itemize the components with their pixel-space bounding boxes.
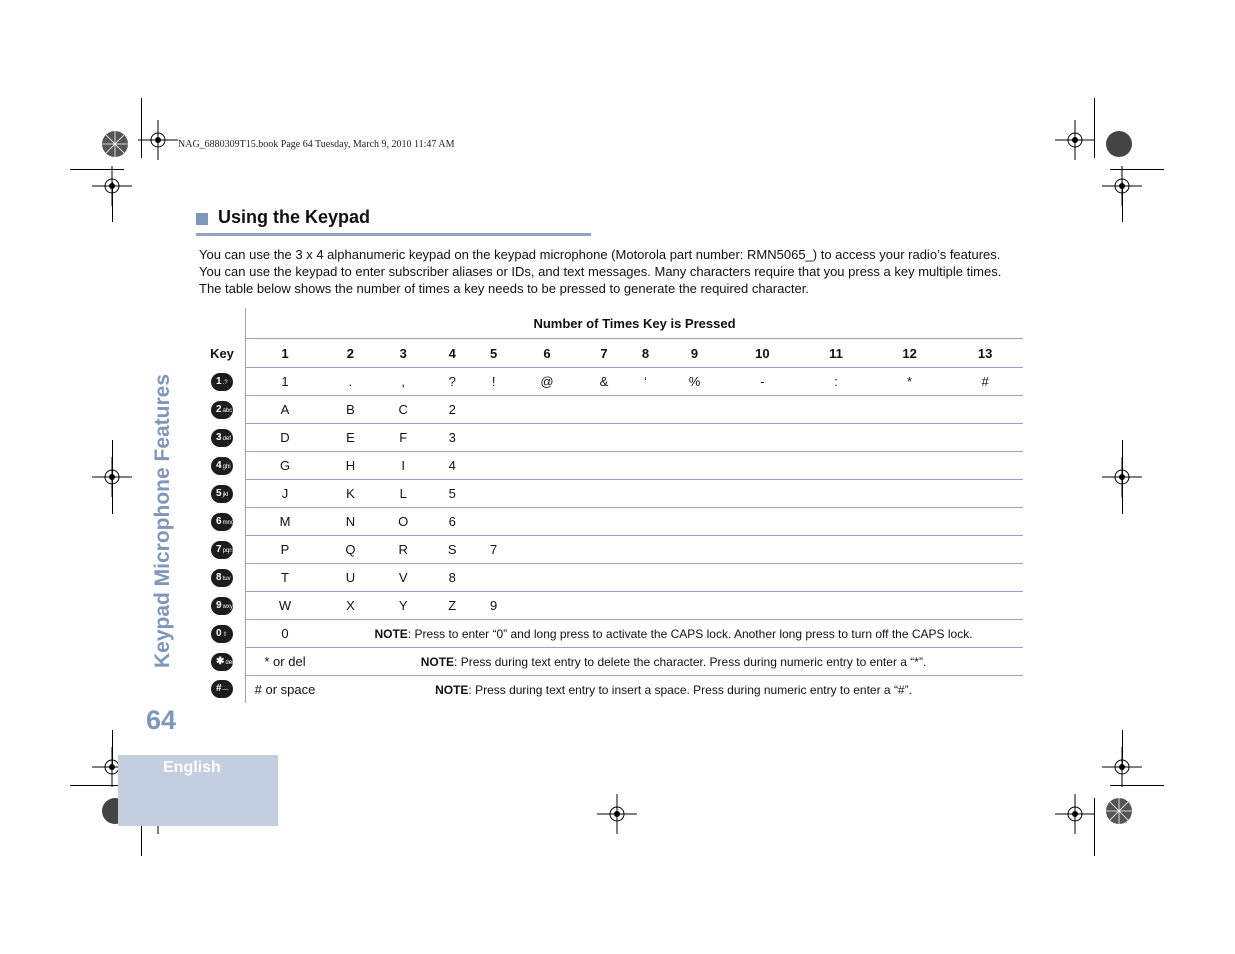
key-0-icon: [211, 625, 233, 643]
table-cell: [581, 452, 626, 480]
key-glyph: 7: [216, 543, 222, 555]
key-7-icon: [211, 541, 233, 559]
key-glyph: 3: [216, 431, 222, 443]
key-letters: ghi: [222, 463, 231, 470]
table-cell: [725, 480, 800, 508]
table-row: [199, 564, 1023, 592]
key-letters: jkl: [222, 491, 229, 498]
table-cell: [800, 452, 872, 480]
table-cell: [947, 452, 1023, 480]
table-cell: [800, 396, 872, 424]
table-body: [199, 368, 1023, 704]
table-cell: [872, 396, 947, 424]
table-cell: %: [664, 368, 724, 396]
table-row: [199, 620, 1023, 648]
table-cell: [872, 480, 947, 508]
table-cell: I: [377, 452, 430, 480]
key-cell: [199, 424, 246, 452]
key-letters: ⇧: [222, 631, 228, 638]
key-letters: def: [222, 435, 231, 442]
table-cell: V: [377, 564, 430, 592]
table-cell: Y: [377, 592, 430, 620]
table-cell: [872, 592, 947, 620]
key-cell: [199, 480, 246, 508]
table-cell: [947, 424, 1023, 452]
key-4-icon: [211, 457, 233, 475]
language-label: English: [163, 759, 221, 776]
language-tab: [118, 755, 278, 826]
note-text: : Press during text entry to delete the character. Press during numeric entry to enter a “*”.: [454, 654, 927, 669]
table-cell: [872, 452, 947, 480]
table-cell: C: [377, 396, 430, 424]
table-cell: 5: [430, 480, 475, 508]
table-cell: [513, 480, 582, 508]
key-glyph: 8: [216, 571, 222, 583]
table-cell: [475, 480, 513, 508]
table-cell: [664, 508, 724, 536]
table-cell: U: [324, 564, 377, 592]
table-row: [199, 424, 1023, 452]
table-cell: [725, 564, 800, 592]
key-header-spacer: [199, 308, 246, 339]
key-glyph: #: [216, 683, 222, 695]
table-cell: # or space: [246, 676, 325, 704]
sidebar-chapter-title: Keypad Microphone Features: [151, 373, 174, 669]
table-cell: [664, 564, 724, 592]
key-6-icon: [211, 513, 233, 531]
press-count-header: 5: [475, 339, 513, 368]
table-cell: 6: [430, 508, 475, 536]
key-1-icon: [211, 373, 233, 391]
note-text: : Press to enter “0” and long press to activate the CAPS lock. Another long press to turn off the CAPS lock.: [407, 626, 973, 641]
note-text: : Press during text entry to insert a space. Press during numeric entry to enter a “#”.: [468, 682, 912, 697]
table-cell: [800, 508, 872, 536]
table-cell: [627, 592, 665, 620]
key-star-icon: [211, 653, 233, 671]
table-cell: [513, 396, 582, 424]
table-cell: 8: [430, 564, 475, 592]
table-header-row: [199, 339, 1023, 368]
table-cell: N: [324, 508, 377, 536]
table-cell: Z: [430, 592, 475, 620]
table-cell: *: [872, 368, 947, 396]
key-letters: pqrs: [222, 547, 235, 554]
table-cell: [800, 424, 872, 452]
table-cell: [513, 592, 582, 620]
table-cell: M: [246, 508, 325, 536]
table-cell: [627, 452, 665, 480]
table-cell: [581, 564, 626, 592]
table-cell: [581, 424, 626, 452]
table-cell: [947, 396, 1023, 424]
key-letters: del: [225, 659, 234, 666]
table-cell: [475, 452, 513, 480]
key-glyph: 6: [216, 515, 222, 527]
crop-line: [1110, 785, 1164, 786]
keypad-table: [199, 308, 1023, 703]
key-cell: [199, 564, 246, 592]
key-cell: [199, 592, 246, 620]
crop-line: [1122, 730, 1123, 770]
table-cell: [664, 396, 724, 424]
table-cell: 7: [475, 536, 513, 564]
crop-line: [112, 730, 113, 770]
table-cell: [947, 592, 1023, 620]
key-cell: [199, 536, 246, 564]
table-cell: [800, 536, 872, 564]
press-count-header: 8: [627, 339, 665, 368]
table-cell: [725, 452, 800, 480]
note-cell: [324, 648, 1023, 676]
table-cell: ?: [430, 368, 475, 396]
table-cell: !: [475, 368, 513, 396]
key-9-icon: [211, 597, 236, 615]
crosshair-icon: [138, 120, 178, 160]
table-cell: [800, 592, 872, 620]
table-row: [199, 676, 1023, 704]
table-cell: [872, 536, 947, 564]
table-cell: [581, 536, 626, 564]
table-cell: [581, 592, 626, 620]
table-cell: [513, 564, 582, 592]
table-cell: S: [430, 536, 475, 564]
intro-paragraph: You can use the 3 x 4 alphanumeric keypad on the keypad microphone (Motorola part number: RMN5065_) to access your radio’s features. You can use the keypad to enter subscriber aliases or IDs, and text messages. Many characters require that you press a key multiple times. The table below shows the number of times a key needs to be pressed to generate the required character.: [199, 247, 1002, 296]
table-cell: 0: [246, 620, 325, 648]
table-cell: T: [246, 564, 325, 592]
table-cell: F: [377, 424, 430, 452]
book-header-line: NAG_6880309T15.book Page 64 Tuesday, March 9, 2010 11:47 AM: [178, 139, 455, 150]
table-cell: [800, 564, 872, 592]
table-cell: [627, 480, 665, 508]
table-cell: [627, 424, 665, 452]
key-3-icon: [211, 429, 233, 447]
table-cell: [872, 424, 947, 452]
key-letters: .?: [222, 379, 228, 386]
note-label: NOTE: [435, 682, 469, 697]
crop-line: [1122, 182, 1123, 222]
square-bullet-icon: [196, 213, 208, 225]
key-hash-icon: [211, 680, 233, 698]
table-cell: [725, 396, 800, 424]
key-cell: [199, 452, 246, 480]
table-cell: #: [947, 368, 1023, 396]
crop-line: [1122, 440, 1123, 514]
table-row: [199, 592, 1023, 620]
crop-line: [112, 440, 113, 514]
note-label: NOTE: [374, 626, 408, 641]
page-number: 64: [146, 705, 177, 735]
key-letters: tuv: [222, 575, 231, 582]
table-cell: [581, 508, 626, 536]
crosshair-icon: [1055, 794, 1095, 834]
table-row: [199, 368, 1023, 396]
table-cell: 3: [430, 424, 475, 452]
press-count-header: 3: [377, 339, 430, 368]
table-cell: X: [324, 592, 377, 620]
key-cell: [199, 620, 246, 648]
key-letters: wxyz: [222, 603, 236, 610]
key-glyph: 9: [216, 599, 222, 611]
key-5-icon: [211, 485, 233, 503]
key-glyph: 0: [216, 627, 222, 639]
note-cell: [324, 620, 1023, 648]
press-count-header: 4: [430, 339, 475, 368]
press-count-header: 13: [947, 339, 1023, 368]
table-cell: [725, 424, 800, 452]
crop-line: [1094, 798, 1095, 856]
table-cell: [947, 536, 1023, 564]
press-count-header: 7: [581, 339, 626, 368]
table-cell: [475, 508, 513, 536]
table-cell: [664, 592, 724, 620]
crosshair-icon: [1055, 120, 1095, 160]
table-cell: 2: [430, 396, 475, 424]
table-cell: [513, 508, 582, 536]
table-cell: [475, 396, 513, 424]
key-2-icon: [211, 401, 233, 419]
key-cell: [199, 648, 246, 676]
press-count-header: 11: [800, 339, 872, 368]
table-cell: [475, 564, 513, 592]
crosshair-icon: [597, 794, 637, 834]
key-column-header: Key: [210, 345, 234, 361]
table-cell: [872, 564, 947, 592]
table-cell: [513, 536, 582, 564]
table-cell: W: [246, 592, 325, 620]
key-cell: [199, 508, 246, 536]
key-glyph: 5: [216, 487, 222, 499]
table-row: [199, 536, 1023, 564]
key-glyph: 4: [216, 459, 222, 471]
table-cell: Q: [324, 536, 377, 564]
section-title: Using the Keypad: [218, 207, 371, 227]
table-cell: [664, 424, 724, 452]
table-cell: 1: [246, 368, 325, 396]
key-glyph: 2: [216, 403, 222, 415]
table-cell: &: [581, 368, 626, 396]
table-cell: H: [324, 452, 377, 480]
crop-line: [70, 785, 124, 786]
key-cell: [199, 676, 246, 704]
table-cell: * or del: [246, 648, 325, 676]
table-cell: :: [800, 368, 872, 396]
press-count-header: 10: [725, 339, 800, 368]
table-cell: [800, 480, 872, 508]
table-row: [199, 508, 1023, 536]
registration-starburst-icon: [1099, 791, 1139, 831]
table-cell: E: [324, 424, 377, 452]
press-count-header: 2: [324, 339, 377, 368]
table-cell: [627, 396, 665, 424]
press-count-span-header: Number of Times Key is Pressed: [246, 308, 1024, 339]
section-heading: [196, 206, 591, 236]
table-cell: @: [513, 368, 582, 396]
table-cell: ‘: [627, 368, 665, 396]
table-cell: ,: [377, 368, 430, 396]
table-cell: [627, 536, 665, 564]
table-cell: [475, 424, 513, 452]
table-cell: O: [377, 508, 430, 536]
crop-line: [70, 169, 124, 170]
table-cell: [725, 536, 800, 564]
table-cell: D: [246, 424, 325, 452]
crop-line: [1094, 98, 1095, 158]
table-cell: [664, 536, 724, 564]
table-cell: [664, 452, 724, 480]
table-row: [199, 648, 1023, 676]
crop-line: [141, 98, 142, 158]
crop-line: [1110, 169, 1164, 170]
table-cell: [627, 564, 665, 592]
table-cell: -: [725, 368, 800, 396]
registration-starburst-icon: [1099, 124, 1139, 164]
crop-line: [112, 182, 113, 222]
table-cell: [872, 508, 947, 536]
note-label: NOTE: [420, 654, 455, 669]
key-letters: —: [222, 687, 229, 694]
key-letters: mno: [222, 519, 235, 526]
table-row: [199, 452, 1023, 480]
table-cell: A: [246, 396, 325, 424]
key-cell: [199, 396, 246, 424]
table-cell: [581, 480, 626, 508]
table-cell: .: [324, 368, 377, 396]
table-cell: [947, 480, 1023, 508]
table-cell: 9: [475, 592, 513, 620]
table-cell: [664, 480, 724, 508]
table-cell: [725, 592, 800, 620]
press-count-header: 6: [513, 339, 582, 368]
table-cell: B: [324, 396, 377, 424]
table-cell: L: [377, 480, 430, 508]
table-cell: [947, 508, 1023, 536]
key-letters: abc: [222, 407, 233, 414]
key-cell: [199, 368, 246, 396]
key-glyph: ✱: [216, 655, 225, 667]
table-cell: P: [246, 536, 325, 564]
key-glyph: 1: [216, 375, 222, 387]
table-cell: [513, 452, 582, 480]
press-count-header: 1: [246, 339, 325, 368]
table-cell: G: [246, 452, 325, 480]
table-cell: [627, 508, 665, 536]
table-cell: R: [377, 536, 430, 564]
table-cell: [725, 508, 800, 536]
note-cell: [324, 676, 1023, 704]
table-cell: K: [324, 480, 377, 508]
table-cell: J: [246, 480, 325, 508]
press-count-header: 9: [664, 339, 724, 368]
key-8-icon: [211, 569, 233, 587]
table-row: [199, 480, 1023, 508]
table-cell: [513, 424, 582, 452]
press-count-header: 12: [872, 339, 947, 368]
table-cell: 4: [430, 452, 475, 480]
table-cell: [947, 564, 1023, 592]
table-row: [199, 396, 1023, 424]
registration-starburst-icon: [95, 124, 135, 164]
table-cell: [581, 396, 626, 424]
